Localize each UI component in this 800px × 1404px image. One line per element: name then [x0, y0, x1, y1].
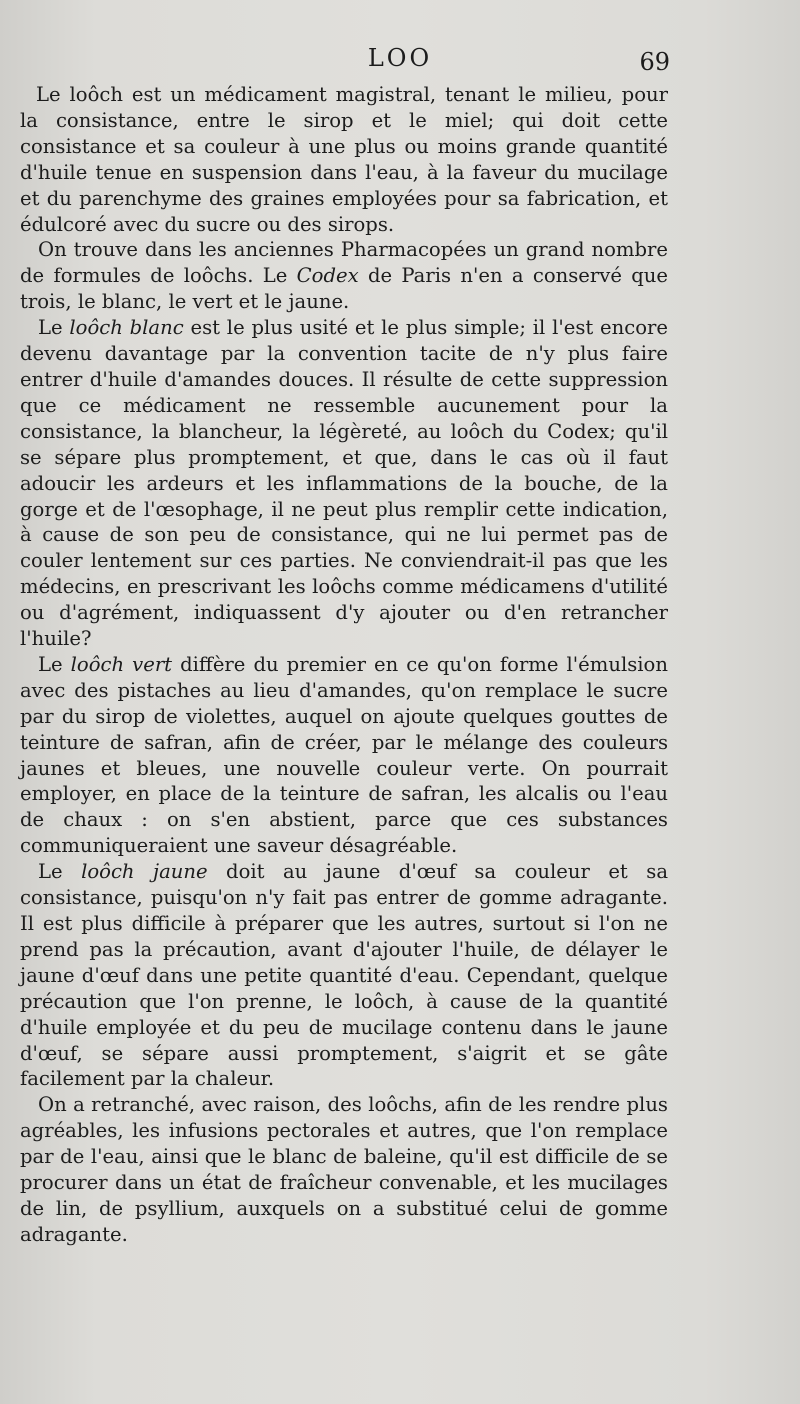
running-head: LOO — [367, 44, 433, 72]
text-run: est le plus usité et le plus simple; il l'est encore devenu davantage par la convention tacite de n'y plus faire entrer d'huile d'amandes douces. Il résulte de cette suppression que ce médicament ne ressemble aucunement pour la consistance, la blancheur, la légèreté, au loôch du Codex; qu'il se sépare plus promptement, et que, dans le cas où il faut adoucir les ardeurs et les inflammations de la bouche, de la gorge et de l'œsophage, il ne peut plus remplir cette indication, à cause de son peu de consistance, qui ne lui permet pas de couler lentement sur ces parties. Ne conviendrait-il pas que les médecins, en prescrivant les loôchs comme médicamens d'utilité ou d'agrément, indiquassent d'y ajouter ou d'en retrancher l'huile? — [20, 316, 668, 651]
paragraph — [20, 315, 668, 652]
text-run: Le — [38, 316, 70, 340]
italic-term: Codex — [296, 264, 359, 288]
body-text — [20, 82, 668, 1248]
paragraph — [20, 859, 668, 1092]
text-run: On a retranché, avec raison, des loôchs, afin de les rendre plus agréables, les infusions pectorales et autres, que l'on remplace par de l'eau, ainsi que le blanc de baleine, qu'il est difficile de se procurer dans un état de fraîcheur convenable, et les mucilages de lin, de psyllium, auxquels on a substitué celui de gomme adragante. — [20, 1093, 668, 1246]
page-number: 69 — [639, 48, 670, 76]
text-run: Le loôch est un médicament magistral, tenant le milieu, pour la consistance, entre le sirop et le miel; qui doit cette consistance et sa couleur à une plus ou moins grande quantité d'huile tenue en suspension dans l'eau, à la faveur du mucilage et du parenchyme des graines employées pour sa fabrication, et édulcoré avec du sucre ou des sirops. — [20, 83, 668, 236]
text-run: Le — [38, 860, 82, 884]
page-header — [0, 44, 800, 84]
italic-term: loôch blanc — [69, 316, 184, 340]
text-run: doit au jaune d'œuf sa couleur et sa consistance, puisqu'on n'y fait pas entrer de gomme adragante. Il est plus difficile à préparer que les autres, surtout si l'on ne prend pas la précaution, avant d'ajouter l'huile, de délayer le jaune d'œuf dans une petite quantité d'eau. Cependant, quelque précaution que l'on prenne, le loôch, à cause de la quantité d'huile employée et du peu de mucilage contenu dans le jaune d'œuf, se sépare aussi promptement, s'aigrit et se gâte facilement par la chaleur. — [20, 860, 668, 1091]
text-run: On trouve dans les anciennes Pharmacopées un grand nombre de formules de loôchs. Le — [20, 238, 668, 288]
italic-term: loôch jaune — [81, 860, 208, 884]
paragraph — [20, 652, 668, 859]
paragraph — [20, 1092, 668, 1247]
paragraph — [20, 237, 668, 315]
text-run: diffère du premier en ce qu'on forme l'émulsion avec des pistaches au lieu d'amandes, qu'on remplace le sucre par du sirop de violettes, auquel on ajoute quelques gouttes de teinture de safran, afin de créer, par le mélange des couleurs jaunes et bleues, une nouvelle couleur verte. On pourrait employer, en place de la teinture de safran, les alcalis ou l'eau de chaux : on s'en abstient, parce que ces substances communiqueraient une saveur désagréable. — [20, 652, 668, 858]
text-run: de Paris n'en a conservé que trois, le blanc, le vert et le jaune. — [20, 264, 668, 314]
paragraph — [20, 82, 668, 237]
italic-term: loôch vert — [70, 652, 173, 676]
text-run: Le — [38, 652, 71, 676]
